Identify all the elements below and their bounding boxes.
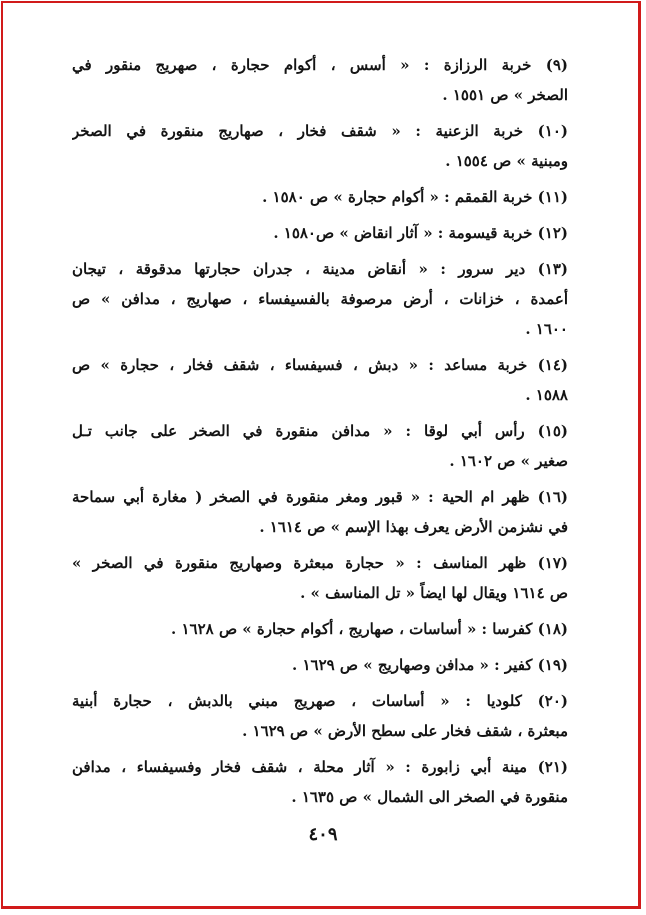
entry-line: مبعثرة ، شقف فخار على سطح الأرض » ص ١٦٢٩ . — [242, 722, 568, 740]
entry-line: (١١) خربة القمقم : « أكوام حجارة » ص ١٥٨٠ . — [262, 188, 568, 206]
entry-line: (١٥) رأس أبي لوقا : « مدافن منقورة في الصخر على جانب تـل — [72, 422, 568, 440]
entry-line: (٢١) مينة أبي زابورة : « آثار محلة ، شقف فخار وفسيفساء ، مدافن — [72, 758, 568, 776]
entry-10 — [72, 116, 568, 176]
entry-11 — [72, 182, 568, 212]
document-body — [72, 50, 568, 812]
entry-14 — [72, 350, 568, 410]
entry-line: (١٦) ظهر ام الحية : « قبور ومغر منقورة في الصخر ( مغارة أبي سماحة — [72, 488, 568, 506]
entry-line: (٩) خربة الرزازة : « أسس ، أكوام حجارة ، صهريج منقور في — [72, 56, 568, 74]
entry-line: (١٨) كفرسا : « أساسات ، صهاريج ، أكوام حجارة » ص ١٦٢٨ . — [171, 620, 568, 638]
entry-line: (٢٠) كلوديا : « أساسات ، صهريج مبني بالدبش ، حجارة أبنية — [72, 692, 568, 710]
entry-line: ١٦٠٠ . — [525, 320, 568, 338]
entry-line: الصخر » ص ١٥٥١ . — [442, 86, 568, 104]
entry-12 — [72, 218, 568, 248]
entry-16 — [72, 482, 568, 542]
entry-line: (١٩) كفير : « مدافن وصهاريج » ص ١٦٢٩ . — [292, 656, 568, 674]
entry-20 — [72, 686, 568, 746]
page-number: ٤٠٩ — [308, 824, 338, 845]
entry-15 — [72, 416, 568, 476]
entry-line: (١٢) خربة قيسومة : « آثار انقاض » ص١٥٨٠ . — [273, 224, 568, 242]
entry-18 — [72, 614, 568, 644]
entry-line: صغير » ص ١٦٠٢ . — [449, 452, 568, 470]
entry-9 — [72, 50, 568, 110]
entry-line: (١٠) خربة الزعنية : « شقف فخار ، صهاريج منقورة في الصخر — [72, 122, 568, 140]
entry-13 — [72, 254, 568, 344]
entry-line: ١٥٨٨ . — [525, 386, 568, 404]
entry-line: (١٧) ظهر المناسف : « حجارة مبعثرة وصهاريج منقورة في الصخر » — [72, 554, 568, 572]
entry-17 — [72, 548, 568, 608]
entry-19 — [72, 650, 568, 680]
entry-21 — [72, 752, 568, 812]
entry-line: (١٣) دير سرور : « أنقاض مدينة ، جدران حجارتها مدقوقة ، تيجان — [72, 260, 568, 278]
entry-line: في نشزمن الأرض يعرف بهذا الإسم » ص ١٦١٤ . — [259, 518, 568, 536]
entry-line: أعمدة ، خزانات ، أرض مرصوفة بالفسيفساء ، صهاريج ، مدافن » ص — [72, 290, 568, 308]
entry-line: منقورة في الصخر الى الشمال » ص ١٦٣٥ . — [291, 788, 568, 806]
entry-line: ومبنية » ص ١٥٥٤ . — [445, 152, 568, 170]
entry-line: ص ١٦١٤ ويقال لها ايضاً « تل المناسف » . — [300, 584, 568, 602]
entry-line: (١٤) خربة مساعد : « دبش ، فسيفساء ، شقف فخار ، حجارة » ص — [72, 356, 568, 374]
